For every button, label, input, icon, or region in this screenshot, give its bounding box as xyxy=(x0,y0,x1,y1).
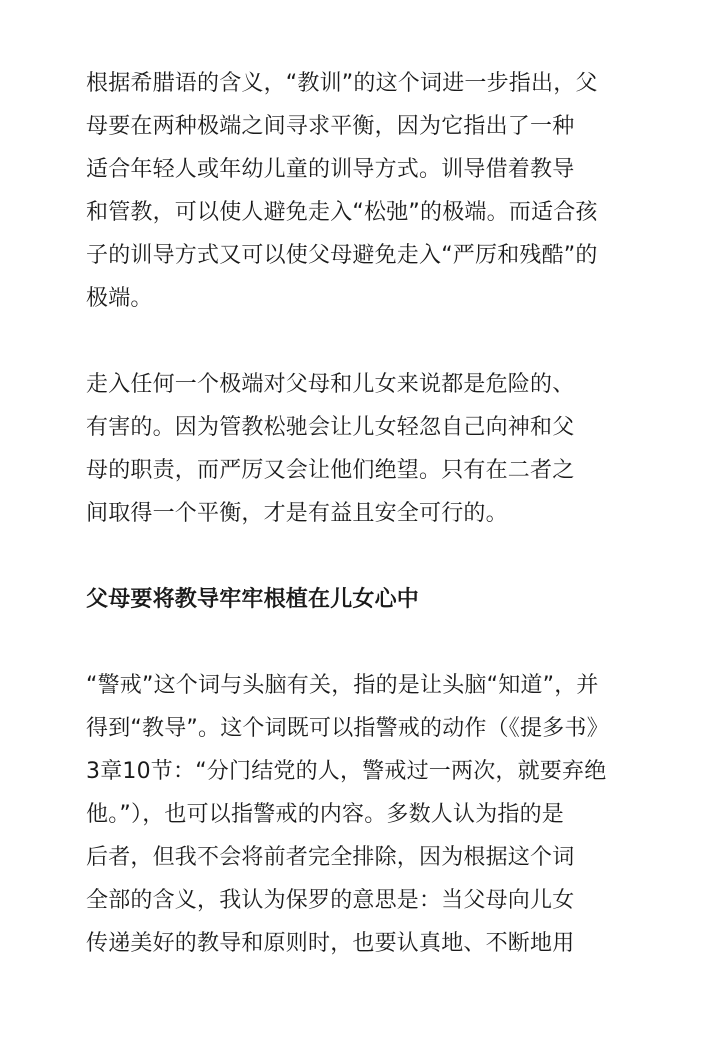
text-line: 他。”），也可以指警戒的内容。多数人认为指的是 xyxy=(86,802,564,827)
text-line: 3章10节：“分门结党的人，警戒过一两次，就要弃绝 xyxy=(86,759,607,784)
text-line: 得到“教导”。这个词既可以指警戒的动作（《提多书》 xyxy=(86,716,609,741)
text-line: 和管教，可以使人避免走入“松弛”的极端。而适合孩 xyxy=(86,200,598,225)
section-heading: 父母要将教导牢牢根植在儿女心中 xyxy=(86,587,420,612)
text-line: 极端。 xyxy=(86,286,153,311)
text-line: 有害的。因为管教松驰会让儿女轻忽自己向神和父 xyxy=(86,415,575,440)
paragraph-1 xyxy=(86,62,656,320)
text-line: “警戒”这个词与头脑有关，指的是让头脑“知道”，并 xyxy=(86,673,599,698)
text-line: 后者，但我不会将前者完全排除，因为根据这个词 xyxy=(86,845,575,870)
paragraph-spacer xyxy=(86,621,656,664)
text-line: 适合年轻人或年幼儿童的训导方式。训导借着教导 xyxy=(86,157,575,182)
paragraph-3 xyxy=(86,664,656,965)
text-line: 间取得一个平衡，才是有益且安全可行的。 xyxy=(86,501,508,526)
paragraph-spacer xyxy=(86,320,656,363)
text-line: 母要在两种极端之间寻求平衡，因为它指出了一种 xyxy=(86,114,575,139)
text-line: 母的职责，而严厉又会让他们绝望。只有在二者之 xyxy=(86,458,575,483)
text-line: 全部的含义，我认为保罗的意思是：当父母向儿女 xyxy=(86,888,575,913)
article-body xyxy=(86,62,656,965)
text-line: 传递美好的教导和原则时，也要认真地、不断地用 xyxy=(86,931,575,956)
paragraph-2 xyxy=(86,363,656,535)
text-line: 子的训导方式又可以使父母避免走入“严厉和残酷”的 xyxy=(86,243,598,268)
text-line: 根据希腊语的含义，“教训”的这个词进一步指出，父 xyxy=(86,71,598,96)
paragraph-spacer xyxy=(86,535,656,578)
text-line: 走入任何一个极端对父母和儿女来说都是危险的、 xyxy=(86,372,575,397)
